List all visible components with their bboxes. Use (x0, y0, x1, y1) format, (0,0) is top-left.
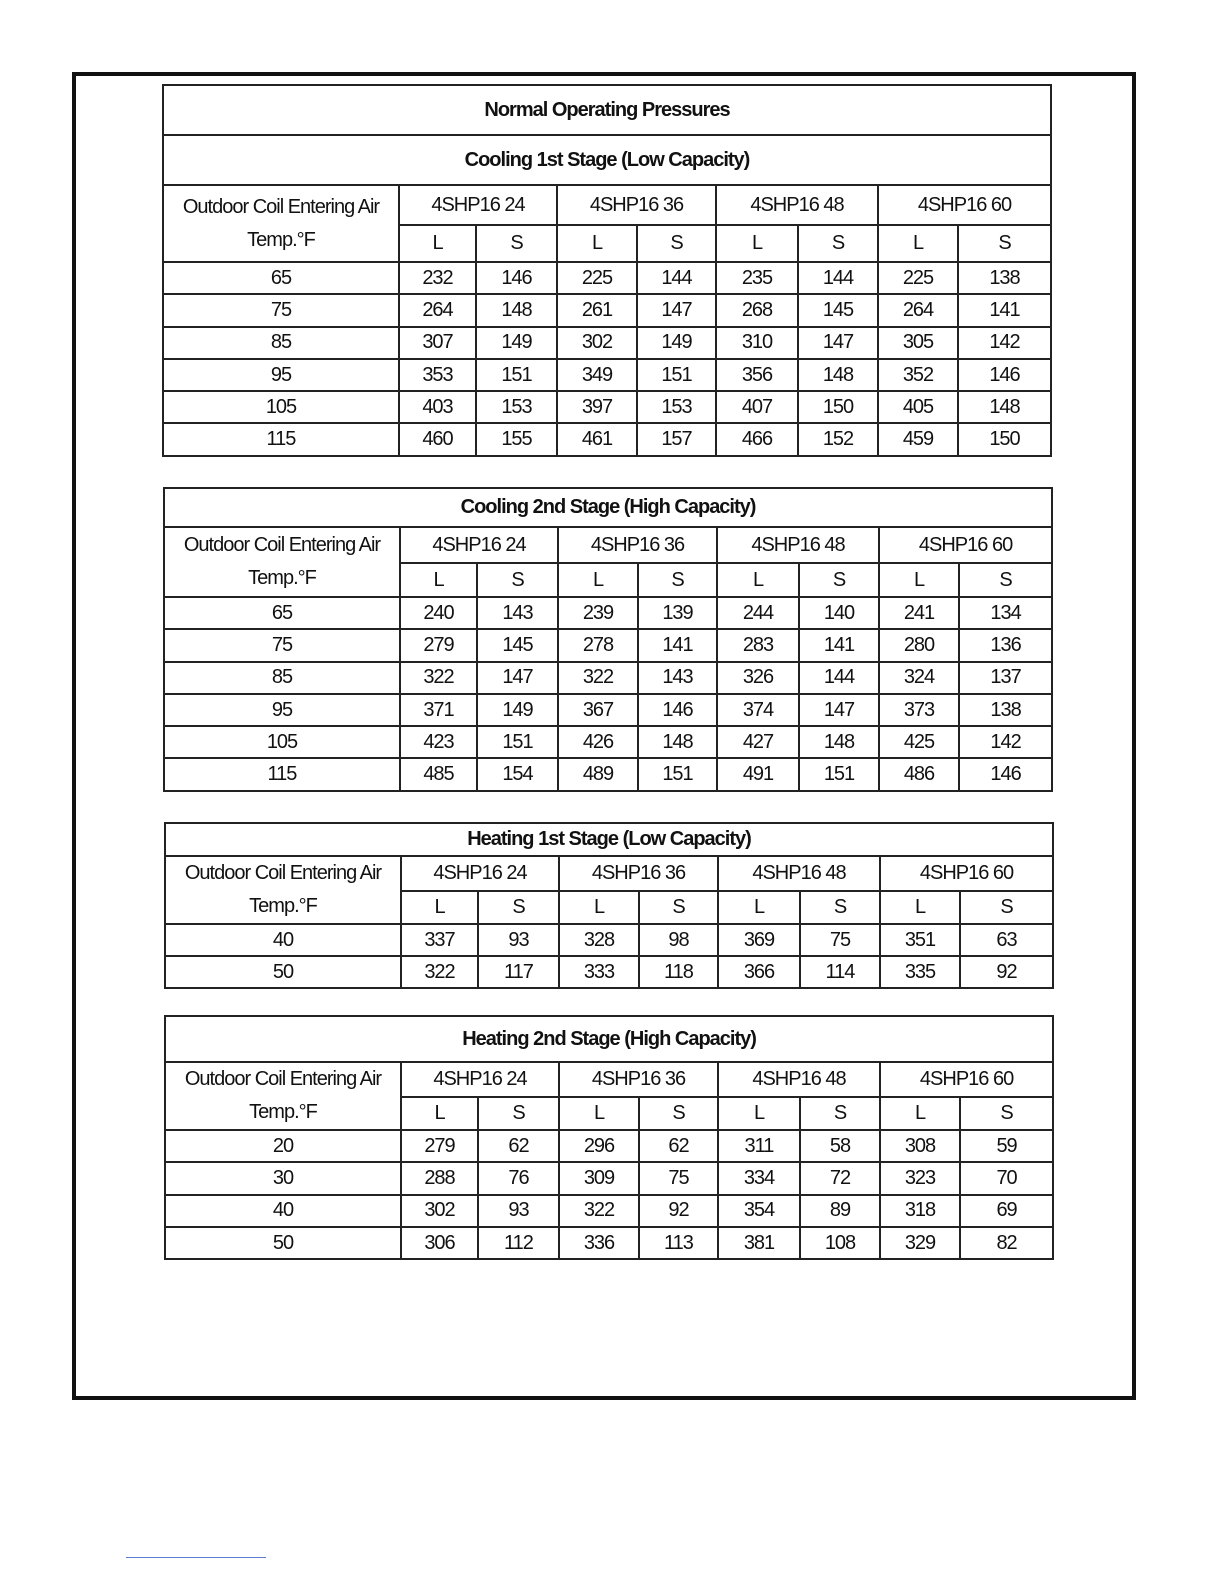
pressure-cell: 138 (959, 694, 1052, 726)
table-row (164, 662, 1052, 694)
pressure-cell: 147 (637, 294, 716, 326)
table-row (163, 423, 1051, 455)
pressure-cell: 148 (958, 391, 1051, 423)
pressure-cell: 322 (400, 662, 477, 694)
liquid-col-header: L (880, 891, 960, 924)
model-header: 4SHP16 48 (718, 856, 880, 891)
model-header: 4SHP16 36 (559, 1062, 718, 1097)
model-header: 4SHP16 60 (878, 185, 1051, 225)
pressure-cell: 137 (959, 662, 1052, 694)
pressure-cell: 403 (399, 391, 476, 423)
pressure-cell: 309 (559, 1162, 639, 1194)
liquid-col-header: L (718, 891, 800, 924)
temp-cell: 20 (165, 1130, 401, 1162)
suction-col-header: S (959, 563, 1052, 597)
suction-col-header: S (800, 1097, 880, 1130)
pressure-cell: 150 (958, 423, 1051, 455)
temp-cell: 115 (163, 423, 399, 455)
pressure-cell: 139 (638, 597, 717, 629)
pressure-cell: 149 (476, 327, 557, 359)
pressure-cell: 145 (477, 629, 558, 661)
row-header (165, 1062, 401, 1130)
pressure-cell: 485 (400, 758, 477, 790)
table-row (163, 327, 1051, 359)
pressure-cell: 147 (798, 327, 878, 359)
model-header: 4SHP16 24 (401, 1062, 559, 1097)
liquid-col-header: L (401, 1097, 478, 1130)
pressure-cell: 373 (879, 694, 959, 726)
pressure-cell: 225 (557, 262, 637, 294)
pressure-cell: 405 (878, 391, 958, 423)
pressure-cell: 144 (798, 262, 878, 294)
suction-col-header: S (637, 225, 716, 262)
section-title: Heating 1st Stage (Low Capacity) (165, 823, 1053, 856)
pressure-cell: 328 (559, 924, 639, 956)
pressure-cell: 62 (478, 1130, 559, 1162)
pressure-cell: 407 (716, 391, 798, 423)
pressure-cell: 138 (958, 262, 1051, 294)
liquid-col-header: L (558, 563, 638, 597)
suction-col-header: S (478, 1097, 559, 1130)
model-header-row (164, 527, 1052, 563)
table-row (163, 391, 1051, 423)
pressure-cell: 381 (718, 1227, 800, 1259)
pressure-cell: 70 (960, 1162, 1053, 1194)
pressure-cell: 426 (558, 726, 638, 758)
pressure-cell: 460 (399, 423, 476, 455)
pressure-cell: 244 (717, 597, 799, 629)
pressure-cell: 117 (478, 956, 559, 988)
pressure-cell: 92 (639, 1195, 718, 1227)
pressure-cell: 283 (717, 629, 799, 661)
pressure-cell: 306 (401, 1227, 478, 1259)
temp-cell: 50 (165, 956, 401, 988)
table-row (164, 629, 1052, 661)
table-row (164, 726, 1052, 758)
pressure-cell: 141 (799, 629, 879, 661)
pressure-cell: 241 (879, 597, 959, 629)
cooling-2nd-stage-table (163, 487, 1053, 792)
model-header: 4SHP16 24 (399, 185, 557, 225)
pressure-cell: 302 (401, 1195, 478, 1227)
heating-2nd-stage-table (164, 1015, 1054, 1260)
pressure-cell: 151 (637, 359, 716, 391)
model-header: 4SHP16 48 (718, 1062, 880, 1097)
pressure-cell: 232 (399, 262, 476, 294)
pressure-cell: 268 (716, 294, 798, 326)
suction-col-header: S (639, 891, 718, 924)
section-title: Cooling 1st Stage (Low Capacity) (163, 135, 1051, 185)
section-title: Heating 2nd Stage (High Capacity) (165, 1016, 1053, 1062)
row-header (163, 185, 399, 262)
model-header: 4SHP16 48 (717, 527, 879, 563)
temp-cell: 75 (164, 629, 400, 661)
pressure-cell: 322 (401, 956, 478, 988)
pressure-cell: 148 (476, 294, 557, 326)
pressure-cell: 75 (800, 924, 880, 956)
pressure-cell: 356 (716, 359, 798, 391)
model-header: 4SHP16 60 (879, 527, 1052, 563)
cooling-1st-stage-table (162, 84, 1052, 457)
pressure-cell: 280 (879, 629, 959, 661)
pressure-cell: 152 (798, 423, 878, 455)
pressure-cell: 334 (718, 1162, 800, 1194)
pressure-cell: 157 (637, 423, 716, 455)
pressure-cell: 62 (639, 1130, 718, 1162)
temp-cell: 95 (163, 359, 399, 391)
pressure-cell: 307 (399, 327, 476, 359)
row-header (165, 856, 401, 924)
table-row (164, 758, 1052, 790)
pressure-cell: 374 (717, 694, 799, 726)
pressure-cell: 308 (880, 1130, 960, 1162)
row-header-line2: Temp.°F (249, 1101, 317, 1123)
pressure-cell: 366 (718, 956, 800, 988)
pressure-cell: 142 (959, 726, 1052, 758)
suction-col-header: S (960, 1097, 1053, 1130)
pressure-cell: 92 (960, 956, 1053, 988)
liquid-col-header: L (880, 1097, 960, 1130)
pressure-cell: 310 (716, 327, 798, 359)
pressure-cell: 141 (958, 294, 1051, 326)
pressure-cell: 278 (558, 629, 638, 661)
liquid-col-header: L (557, 225, 637, 262)
pressure-cell: 296 (559, 1130, 639, 1162)
pressure-cell: 333 (559, 956, 639, 988)
pressure-cell: 491 (717, 758, 799, 790)
pressure-cell: 305 (878, 327, 958, 359)
pressure-cell: 326 (717, 662, 799, 694)
table-row (165, 924, 1053, 956)
liquid-col-header: L (401, 891, 478, 924)
pressure-cell: 337 (401, 924, 478, 956)
pressure-cell: 93 (478, 924, 559, 956)
table-row (164, 597, 1052, 629)
suction-col-header: S (478, 891, 559, 924)
pressure-cell: 146 (476, 262, 557, 294)
row-header-line2: Temp.°F (249, 895, 317, 917)
pressure-cell: 302 (557, 327, 637, 359)
table-row (165, 956, 1053, 988)
pressure-cell: 466 (716, 423, 798, 455)
pressure-cell: 141 (638, 629, 717, 661)
temp-cell: 65 (164, 597, 400, 629)
model-header-row (163, 185, 1051, 225)
model-header-row (165, 856, 1053, 891)
pressure-cell: 324 (879, 662, 959, 694)
model-header: 4SHP16 24 (400, 527, 558, 563)
pressure-cell: 352 (878, 359, 958, 391)
pressure-cell: 261 (557, 294, 637, 326)
model-header: 4SHP16 36 (558, 527, 717, 563)
model-header: 4SHP16 36 (557, 185, 716, 225)
pressure-cell: 153 (476, 391, 557, 423)
pressure-cell: 349 (557, 359, 637, 391)
pressure-cell: 93 (478, 1195, 559, 1227)
pressure-cell: 146 (638, 694, 717, 726)
table-row (163, 262, 1051, 294)
suction-col-header: S (798, 225, 878, 262)
pressure-cell: 118 (639, 956, 718, 988)
pressure-cell: 288 (401, 1162, 478, 1194)
pressure-cell: 461 (557, 423, 637, 455)
pressure-cell: 144 (799, 662, 879, 694)
pressure-cell: 323 (880, 1162, 960, 1194)
temp-cell: 75 (163, 294, 399, 326)
pressure-cell: 134 (959, 597, 1052, 629)
pressure-cell: 72 (800, 1162, 880, 1194)
temp-cell: 40 (165, 924, 401, 956)
pressure-cell: 225 (878, 262, 958, 294)
row-header-line1: Outdoor Coil Entering Air (182, 195, 380, 218)
section-title-row (165, 823, 1053, 856)
pressure-cell: 148 (798, 359, 878, 391)
pressure-cell: 351 (880, 924, 960, 956)
liquid-col-header: L (717, 563, 799, 597)
pressure-cell: 89 (800, 1195, 880, 1227)
row-header (164, 527, 400, 597)
table-row (165, 1130, 1053, 1162)
table-row (165, 1227, 1053, 1259)
pressure-cell: 369 (718, 924, 800, 956)
table-row (165, 1162, 1053, 1194)
temp-cell: 95 (164, 694, 400, 726)
section-title-row (163, 135, 1051, 185)
liquid-col-header: L (879, 563, 959, 597)
liquid-col-header: L (718, 1097, 800, 1130)
pressure-cell: 279 (401, 1130, 478, 1162)
pressure-cell: 147 (799, 694, 879, 726)
model-header: 4SHP16 60 (880, 1062, 1053, 1097)
pressure-cell: 112 (478, 1227, 559, 1259)
pressure-cell: 69 (960, 1195, 1053, 1227)
model-header: 4SHP16 48 (716, 185, 878, 225)
liquid-col-header: L (716, 225, 798, 262)
pressure-cell: 489 (558, 758, 638, 790)
pressure-cell: 149 (637, 327, 716, 359)
pressure-cell: 427 (717, 726, 799, 758)
pressure-cell: 142 (958, 327, 1051, 359)
pressure-cell: 264 (399, 294, 476, 326)
temp-cell: 85 (163, 327, 399, 359)
pressure-cell: 58 (800, 1130, 880, 1162)
suction-col-header: S (958, 225, 1051, 262)
pressure-cell: 108 (800, 1227, 880, 1259)
model-header: 4SHP16 36 (559, 856, 718, 891)
page-title: Normal Operating Pressures (163, 85, 1051, 135)
pressure-cell: 143 (638, 662, 717, 694)
liquid-col-header: L (559, 891, 639, 924)
pressure-cell: 353 (399, 359, 476, 391)
footer-link-line (126, 1557, 266, 1558)
section-title-row (165, 1016, 1053, 1062)
pressure-cell: 329 (880, 1227, 960, 1259)
pressure-cell: 153 (637, 391, 716, 423)
pressure-cell: 140 (799, 597, 879, 629)
pressure-cell: 397 (557, 391, 637, 423)
pressure-cell: 143 (477, 597, 558, 629)
pressure-cell: 240 (400, 597, 477, 629)
liquid-col-header: L (400, 563, 477, 597)
pressure-cell: 459 (878, 423, 958, 455)
pressure-cell: 425 (879, 726, 959, 758)
temp-cell: 85 (164, 662, 400, 694)
pressure-cell: 147 (477, 662, 558, 694)
pressure-cell: 423 (400, 726, 477, 758)
row-header-line1: Outdoor Coil Entering Air (183, 534, 381, 556)
temp-cell: 30 (165, 1162, 401, 1194)
model-header: 4SHP16 60 (880, 856, 1053, 891)
section-title: Cooling 2nd Stage (High Capacity) (164, 488, 1052, 527)
model-header-row (165, 1062, 1053, 1097)
pressure-cell: 336 (559, 1227, 639, 1259)
pressure-cell: 59 (960, 1130, 1053, 1162)
temp-cell: 105 (163, 391, 399, 423)
pressure-cell: 148 (799, 726, 879, 758)
table-row (164, 694, 1052, 726)
pressure-cell: 144 (637, 262, 716, 294)
pressure-cell: 151 (799, 758, 879, 790)
pressure-cell: 335 (880, 956, 960, 988)
suction-col-header: S (476, 225, 557, 262)
pressure-cell: 151 (476, 359, 557, 391)
pressure-cell: 151 (638, 758, 717, 790)
temp-cell: 115 (164, 758, 400, 790)
row-header-line1: Outdoor Coil Entering Air (184, 862, 382, 884)
pressure-cell: 146 (958, 359, 1051, 391)
main-title-row (163, 85, 1051, 135)
pressure-cell: 148 (638, 726, 717, 758)
liquid-col-header: L (878, 225, 958, 262)
pressure-cell: 113 (639, 1227, 718, 1259)
pressure-cell: 146 (959, 758, 1052, 790)
pressure-cell: 279 (400, 629, 477, 661)
pressure-cell: 98 (639, 924, 718, 956)
row-header-line2: Temp.°F (248, 567, 316, 589)
pressure-cell: 82 (960, 1227, 1053, 1259)
row-header-line2: Temp.°F (247, 228, 315, 251)
temp-cell: 50 (165, 1227, 401, 1259)
pressure-cell: 486 (879, 758, 959, 790)
pressure-cell: 63 (960, 924, 1053, 956)
liquid-col-header: L (559, 1097, 639, 1130)
suction-col-header: S (638, 563, 717, 597)
pressure-cell: 136 (959, 629, 1052, 661)
row-header-line1: Outdoor Coil Entering Air (184, 1068, 382, 1090)
pressure-cell: 322 (559, 1195, 639, 1227)
liquid-col-header: L (399, 225, 476, 262)
pressure-cell: 154 (477, 758, 558, 790)
temp-cell: 105 (164, 726, 400, 758)
pressure-cell: 367 (558, 694, 638, 726)
pressure-cell: 151 (477, 726, 558, 758)
pressure-cell: 235 (716, 262, 798, 294)
pressure-cell: 371 (400, 694, 477, 726)
table-row (165, 1195, 1053, 1227)
temp-cell: 65 (163, 262, 399, 294)
pressure-cell: 76 (478, 1162, 559, 1194)
pressure-cell: 264 (878, 294, 958, 326)
suction-col-header: S (477, 563, 558, 597)
pressure-cell: 318 (880, 1195, 960, 1227)
section-title-row (164, 488, 1052, 527)
pressure-cell: 149 (477, 694, 558, 726)
pressure-cell: 114 (800, 956, 880, 988)
pressure-cell: 354 (718, 1195, 800, 1227)
pressure-cell: 239 (558, 597, 638, 629)
suction-col-header: S (799, 563, 879, 597)
model-header: 4SHP16 24 (401, 856, 559, 891)
table-row (163, 294, 1051, 326)
suction-col-header: S (800, 891, 880, 924)
suction-col-header: S (639, 1097, 718, 1130)
table-row (163, 359, 1051, 391)
pressure-cell: 155 (476, 423, 557, 455)
pressure-cell: 322 (558, 662, 638, 694)
pressure-cell: 150 (798, 391, 878, 423)
temp-cell: 40 (165, 1195, 401, 1227)
pressure-cell: 145 (798, 294, 878, 326)
pressure-cell: 75 (639, 1162, 718, 1194)
suction-col-header: S (960, 891, 1053, 924)
heating-1st-stage-table (164, 822, 1054, 989)
pressure-cell: 311 (718, 1130, 800, 1162)
